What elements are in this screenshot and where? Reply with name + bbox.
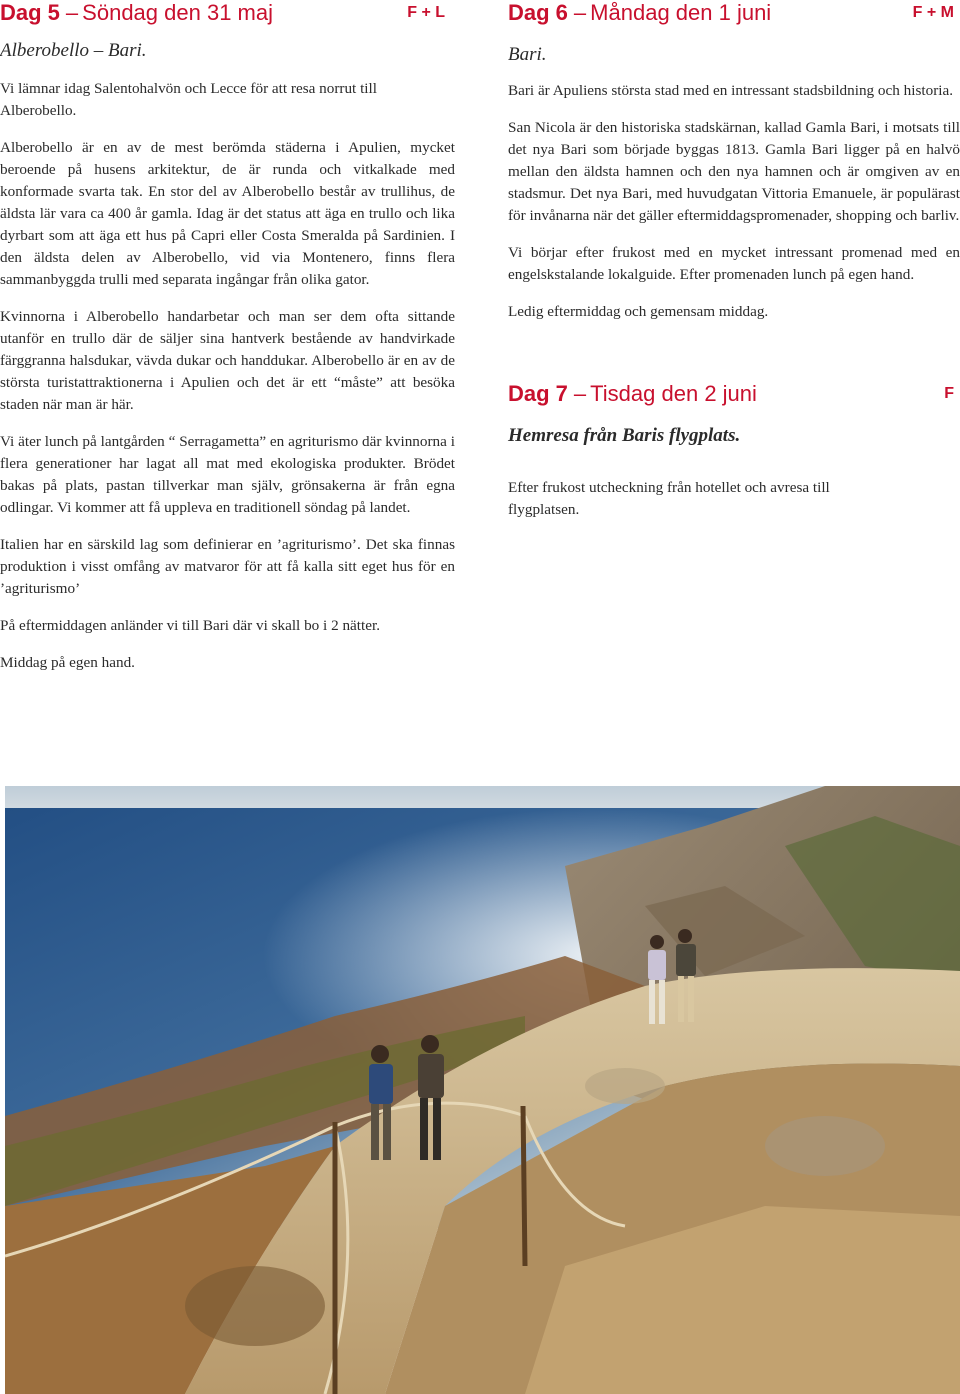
day6-heading [508,0,960,28]
day6-day7-column [508,0,960,521]
day7-meal-code: F [944,385,954,402]
day5-paragraph: Middag på egen hand. [0,654,135,671]
day7-label: Dag 7 [508,381,568,406]
day7-paragraph: Efter frukost utcheckning från hotellet och avresa till flygplatsen. [508,479,830,518]
day6-separator: – [573,0,587,25]
day5-paragraph: Alberobello är en av de mest berömda städerna i Apulien, mycket beroende på husens arkitektur, de är runda och vitkalkade med konformade svarta tak. En stor del av Alberobello består av trullihus, de äldsta lär vara ca 400 år gamla. Idag är det status att äga en trullo och lika dyrbart som att äga ett hus på Capri eller Costa Smeralda på Sardinien. I den äldsta delen av Alberobello, vid via Montenero, finns flera sammanbyggda trulli med separata ingångar från olika gator. [0,139,455,288]
day6-paragraph: Bari är Apuliens största stad med en intressant stadsbildning och historia. [508,82,954,99]
day6-paragraph: Ledig eftermiddag och gemensam middag. [508,303,769,320]
day7-heading [508,379,960,409]
day5-section [0,0,455,674]
day7-subtitle: Hemresa från Baris flygplats. [508,425,741,446]
day6-meal-code: F + M [912,4,954,21]
photo-illustration [5,786,960,1394]
day6-label: Dag 6 [508,0,568,25]
day5-paragraph: Kvinnorna i Alberobello handarbetar och man ser dem ofta sittande utanför en trullo där de säljer sina hantverk bestående av handvirkade färggranna halsdukar, vävda dukar och handdukar. Alberobello är en av de största turistattraktionerna i Apulien och det är ett “måste” att besöka staden när man är här. [0,308,455,413]
day5-separator: – [65,0,79,25]
day6-subtitle: Bari. [508,44,547,65]
day5-paragraph: Vi äter lunch på lantgården “ Serragametta” en agriturismo där kvinnorna i flera generationer har lagat all mat med ekologiska produkter. Brödet bakas på plats, pastan tillverkar man själv, grönsakerna är från egna odlingar. Vi kommer att få uppleva en traditionell söndag på landet. [0,433,455,516]
day5-label: Dag 5 [0,0,60,25]
day6-paragraph: Vi börjar efter frukost med en mycket intressant promenad med en engelskstalande lokalguide. Efter promenaden lunch på egen hand. [508,244,960,283]
day5-heading [0,0,455,28]
day5-date: Söndag den 31 maj [82,0,273,25]
coastal-path-photo [5,786,960,1394]
day7-date: Tisdag den 2 juni [590,381,757,406]
day7-separator: – [573,381,587,406]
day5-paragraph: Italien har en särskild lag som definierar en ’agriturismo’. Det ska finnas produktion i visst omfång av matvaror för att få kalla sitt eget hus för en ’agriturismo’ [0,536,455,597]
day5-subtitle: Alberobello – Bari. [0,40,147,61]
day5-meal-code: F + L [407,4,445,21]
day6-paragraph: San Nicola är den historiska stadskärnan, kallad Gamla Bari, i motsats till det nya Bari som började byggas 1813. Gamla Bari ligger på en halvö mellan den äldsta hamnen och den nya hamnen och är omgiven av en stadsmur. Det nya Bari, med huvudgatan Vittoria Emanuele, är populärast för invånarna när det gäller eftermiddagspromenader, shopping och barliv. [508,119,960,224]
day5-paragraph: På eftermiddagen anländer vi till Bari där vi skall bo i 2 nätter. [0,617,380,634]
day5-paragraph: Vi lämnar idag Salentohalvön och Lecce för att resa norrut till Alberobello. [0,80,377,119]
day6-date: Måndag den 1 juni [590,0,772,25]
